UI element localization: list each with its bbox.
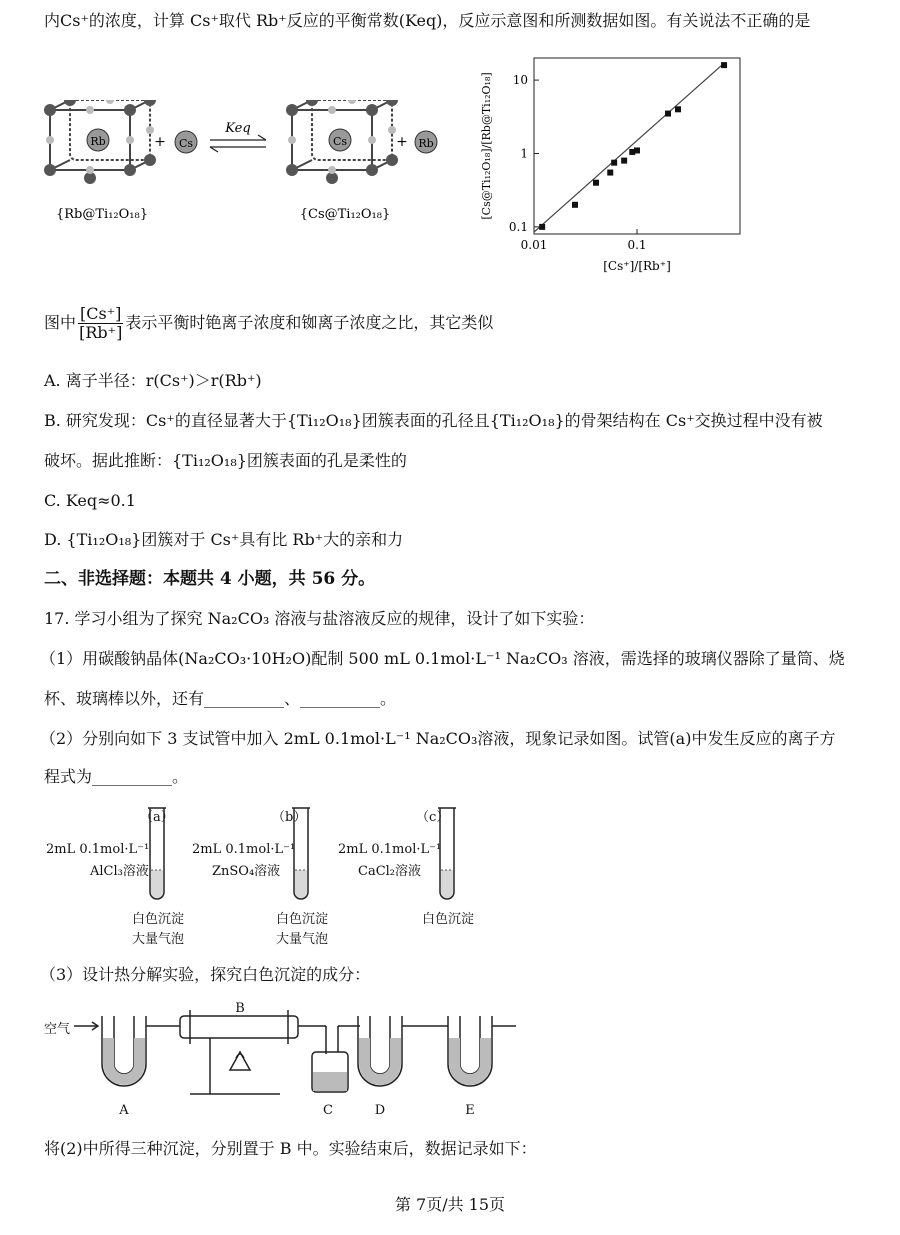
option-b-line2: 破坏。据此推断：{Ti₁₂O₁₈}团簇表面的孔是柔性的 [44, 451, 407, 470]
data-point [665, 111, 671, 117]
svg-text:+: + [154, 134, 166, 150]
combustion-tube-icon [180, 1016, 298, 1038]
tube-a-conc: 2mL 0.1mol·L⁻¹ [46, 842, 150, 857]
left-center-label: Rb [90, 135, 106, 148]
label-e: E [465, 1103, 475, 1118]
label-d: D [374, 1103, 386, 1118]
data-point [607, 170, 613, 176]
fraction-line [44, 300, 493, 346]
plot-frame [534, 58, 740, 234]
data-point [675, 106, 681, 112]
y-tick-label: 0.1 [508, 219, 528, 234]
fit-line [534, 63, 724, 232]
q17-stem: 17. 学习小组为了探究 Na₂CO₃ 溶液与盐溶液反应的规律，设计了如下实验： [44, 609, 595, 628]
q17-part1-line1: （1）用碳酸钠晶体(Na₂CO₃·10H₂O)配制 500 mL 0.1mol·L⁻¹ Na₂CO₃ 溶液，需选择的玻璃仪器除了量筒、烧 [40, 649, 845, 668]
frac-denominator: [Rb⁺] [79, 323, 123, 342]
data-point [634, 147, 640, 153]
frac-suffix: 表示平衡时铯离子浓度和铷离子浓度之比，其它类似 [125, 313, 494, 332]
data-point [621, 158, 627, 164]
frac-prefix: 图中 [44, 313, 77, 332]
tube-a-salt: AlCl₃溶液 [90, 864, 149, 879]
tube-c-salt: CaCl₂溶液 [358, 864, 422, 879]
tube-b-salt: ZnSO₄溶液 [212, 864, 281, 879]
left-caption: {Rb@Ti₁₂O₁₈} [56, 207, 148, 222]
tube-c-tag: （c） [416, 810, 450, 825]
label-b: B [235, 1001, 245, 1016]
tube-b-conc: 2mL 0.1mol·L⁻¹ [192, 842, 296, 857]
tube-a-obs2: 大量气泡 [132, 932, 185, 947]
data-point [721, 62, 727, 68]
option-a: A. 离子半径：r(Cs⁺)＞r(Rb⁺) [44, 371, 262, 390]
concentration-fraction [78, 305, 123, 342]
intro-text: 内Cs⁺的浓度，计算 Cs⁺取代 Rb⁺反应的平衡常数(Keq)，反应示意图和所测数据如图。有关说法不正确的是 [44, 11, 811, 30]
y-tick-label: 10 [512, 73, 528, 88]
option-c: C. Keq≈0.1 [44, 491, 136, 510]
data-point [593, 180, 599, 186]
q17-part2-line1: （2）分别向如下 3 支试管中加入 2mL 0.1mol·L⁻¹ Na₂CO₃溶液，现象记录如图。试管(a)中发生反应的离子方 [40, 729, 836, 748]
option-d: D. {Ti₁₂O₁₈}团簇对于 Cs⁺具有比 Rb⁺大的亲和力 [44, 530, 404, 549]
q17-part2-line2: 程式为__________。 [44, 767, 189, 786]
apparatus-svg [40, 998, 520, 1122]
tube-b-tag: （b） [272, 810, 307, 825]
q17-part3: （3）设计热分解实验，探究白色沉淀的成分： [40, 965, 371, 984]
y-tick-label: 1 [520, 146, 528, 161]
keq-chart [472, 50, 752, 278]
reaction-svg [40, 100, 480, 230]
tube-b-obs1: 白色沉淀 [276, 912, 329, 927]
test-tubes-figure [40, 800, 520, 950]
data-point [611, 160, 617, 166]
data-point [572, 202, 578, 208]
q17-part4: 将(2)中所得三种沉淀，分别置于 B 中。实验结束后，数据记录如下： [44, 1139, 537, 1158]
tube-c-conc: 2mL 0.1mol·L⁻¹ [338, 842, 442, 857]
x-tick-label: 0.01 [520, 238, 548, 252]
right-center-label: Cs [332, 135, 348, 148]
x-axis-label: [Cs⁺]/[Rb⁺] [603, 259, 671, 273]
data-point [539, 224, 545, 230]
apparatus-figure [40, 998, 520, 1122]
tube-b-obs2: 大量气泡 [276, 932, 329, 947]
q17-part1-line2: 杯、玻璃棒以外，还有__________、__________。 [44, 689, 397, 708]
section-2-heading: 二、非选择题：本题共 4 小题，共 56 分。 [44, 569, 376, 589]
page-footer: 第 7页/共 15页 [394, 1195, 506, 1214]
tube-c-obs1: 白色沉淀 [422, 912, 475, 927]
option-b-line1: B. 研究发现：Cs⁺的直径显著大于{Ti₁₂O₁₈}团簇表面的孔径且{Ti₁₂O₁₈}的骨架结构在 Cs⁺交换过程中没有被 [44, 411, 823, 430]
x-tick-label: 0.1 [627, 238, 647, 252]
right-ion-label: Rb [418, 137, 434, 150]
tube-a-obs1: 白色沉淀 [132, 912, 185, 927]
tube-a-tag: （a） [140, 810, 174, 825]
left-ion-label: Cs [178, 137, 194, 150]
label-c: C [323, 1103, 333, 1118]
keq-label: Keq [225, 121, 251, 136]
air-label: 空气 [44, 1022, 71, 1037]
label-a: A [119, 1103, 129, 1118]
reaction-diagram [40, 100, 480, 230]
frac-numerator: [Cs⁺] [80, 304, 122, 323]
svg-text:+: + [396, 134, 408, 150]
right-caption: {Cs@Ti₁₂O₁₈} [299, 207, 391, 222]
chart-svg [472, 50, 752, 278]
tubes-svg [40, 800, 520, 910]
y-axis-label: [Cs@Ti₁₂O₁₈]/[Rb@Ti₁₂O₁₈] [480, 72, 493, 220]
